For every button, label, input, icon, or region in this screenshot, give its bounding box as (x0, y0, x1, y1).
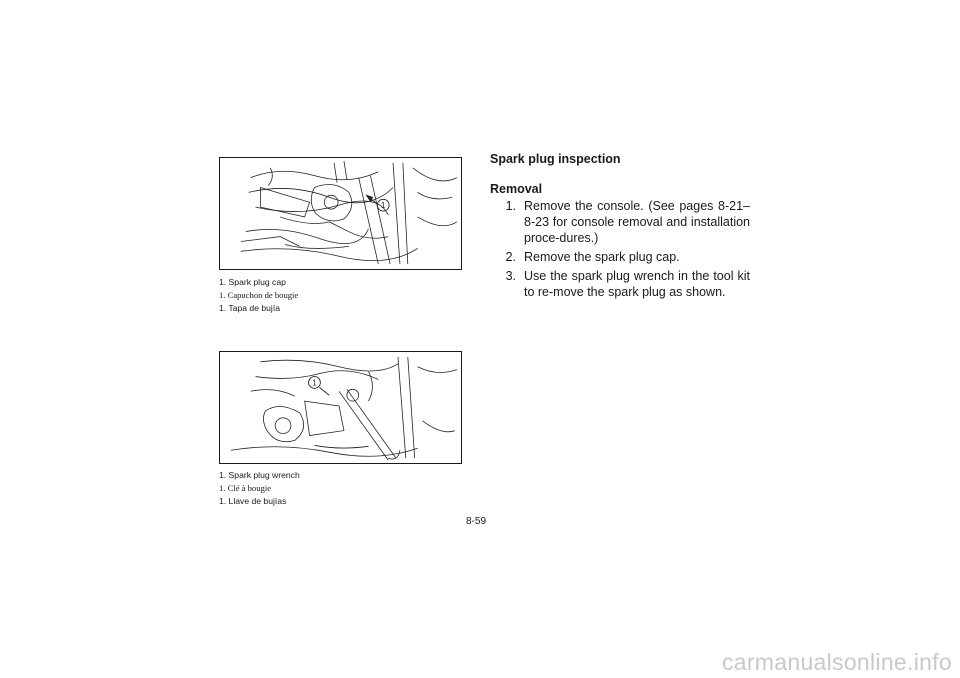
figure-2-callout: 1 (312, 378, 317, 388)
step-item (490, 249, 750, 265)
caption-en: 1. Spark plug cap (219, 277, 286, 287)
step-number: 2. (505, 250, 516, 264)
step-list (490, 198, 750, 300)
step-number: 3. (505, 269, 516, 283)
caption-fr: 1. Capuchon de bougie (219, 290, 299, 300)
step-text: Remove the console. (See pages 8-21–8-23 for console removal and installation proce-dures.) (524, 199, 750, 245)
page-number: 8-59 (466, 516, 487, 527)
spark-plug-wrench-illustration (220, 352, 461, 463)
section-subtitle: Removal (490, 182, 543, 196)
step-text: Use the spark plug wrench in the tool kit to re-move the spark plug as shown. (524, 269, 750, 299)
caption-es: 1. Tapa de bujía (219, 303, 281, 313)
spark-plug-cap-illustration (220, 158, 461, 269)
figure-1-caption (219, 276, 469, 315)
procedure-section (490, 150, 750, 303)
caption-es: 1. Llave de bujías (219, 496, 287, 506)
section-title: Spark plug inspection (490, 152, 621, 166)
step-item (490, 268, 750, 300)
step-item (490, 198, 750, 246)
step-number: 1. (505, 199, 516, 213)
figure-spark-plug-wrench (219, 351, 462, 464)
figure-1-callout: 1 (381, 201, 386, 211)
figure-spark-plug-cap (219, 157, 462, 270)
caption-fr: 1. Clé à bougie (219, 483, 272, 493)
watermark: carmanualsonline.info (721, 649, 952, 675)
caption-en: 1. Spark plug wrench (219, 470, 300, 480)
step-text: Remove the spark plug cap. (524, 250, 680, 264)
figure-2-caption (219, 469, 469, 508)
